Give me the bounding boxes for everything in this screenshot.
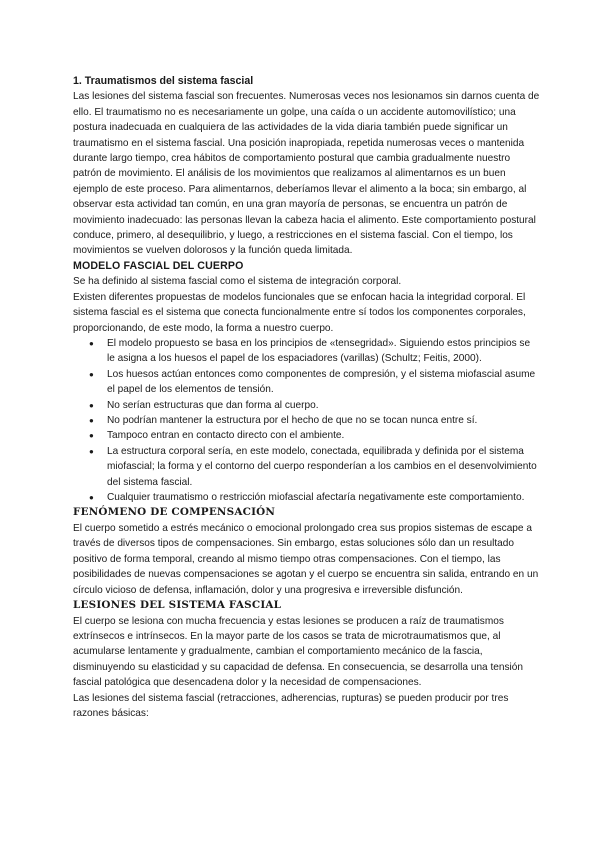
heading-compensacion: FENÓMENO DE COMPENSACIÓN [73, 506, 276, 519]
document-body [73, 74, 540, 721]
bullet-item: ● El modelo propuesto se basa en los principios de «tensegridad». Siguiendo estos principios se le asigna a los huesos el papel de los espaciadores (varillas) (Schultz; Feitis, 2000). [107, 336, 540, 367]
heading-modelo-fascial: MODELO FASCIAL DEL CUERPO [73, 259, 244, 272]
bullet-item: ● Cualquier traumatismo o restricción miofascial afectaría negativamente este comportamiento. [107, 490, 540, 505]
bullet-item: ● Los huesos actúan entonces como componentes de compresión, y el sistema miofascial asume el papel de los elementos de tensión. [107, 367, 540, 398]
paragraph-traumatismos: Las lesiones del sistema fascial son frecuentes. Numerosas veces nos lesionamos sin darnos cuenta de ello. El traumatismo no es necesariamente un golpe, una caída o un accidente automovilístico; una postura inadecuada en cualquiera de las actividades de la vida diaria también puede significar un traumatismo en el sistema fascial. Una posición inapropiada, repetida numerosas veces o mantenida durante largo tiempo, crea hábitos de comportamiento postural que cambia gradualmente nuestro patrón de movimiento. El análisis de los movimientos que realizamos al alimentarnos es un buen ejemplo de este proceso. Para alimentarnos, deberíamos llevar el alimento a la boca; sin embargo, al observar esta actividad tan común, en una gran mayoría de personas, se encuentra un patrón de movimiento inadecuado: las personas llevan la cabeza hacia el alimento. Este comportamiento postural conduce, primero, al desequilibrio, y luego, a restricciones en el sistema fascial. Con el tiempo, los movimientos se vuelven dolorosos y la función queda limitada. [73, 91, 540, 257]
heading-lesiones: LESIONES DEL SISTEMA FASCIAL [73, 599, 282, 611]
bullet-list-modelo [73, 336, 540, 505]
heading-traumatismos: 1. Traumatismos del sistema fascial [73, 75, 254, 87]
bullet-item: ● No serían estructuras que dan forma al cuerpo. [107, 398, 540, 413]
paragraph-lesiones-1: El cuerpo se lesiona con mucha frecuencia y estas lesiones se producen a raíz de traumatismos extrínsecos e intrínsecos. En la mayor parte de los casos se trata de microtraumatismos que, al acumularse lentamente y gradualmente, cambian el comportamiento mecánico de la fascia, disminuyendo su elasticidad y su capacidad de defensa. En consecuencia, se desarrolla una tensión fascial patológica que desencadena dolor y la necesidad de compensaciones. [73, 615, 524, 689]
bullet-item: ● La estructura corporal sería, en este modelo, conectada, equilibrada y definida por el sistema miofascial; la forma y el contorno del cuerpo responderían a los cambios en el desenvolvimiento del sistema fascial. [107, 444, 540, 490]
paragraph-lesiones-2: Las lesiones del sistema fascial (retracciones, adherencias, rupturas) se pueden producir por tres razones básicas: [73, 692, 509, 720]
bullet-item: ● Tampoco entran en contacto directo con el ambiente. [107, 428, 540, 443]
paragraph-modelo-2: Existen diferentes propuestas de modelos funcionales que se enfocan hacia la integridad corporal. El sistema fascial es el sistema que conecta funcionalmente entre sí todos los componentes corporales, proporcionando, de este modo, la forma a nuestro cuerpo. [73, 291, 526, 334]
paragraph-compensacion: El cuerpo sometido a estrés mecánico o emocional prolongado crea sus propios sistemas de escape a través de diversos tipos de compensaciones. Sin embargo, estas soluciones sólo dan un resultado positivo de forma temporal, creando al mismo tiempo otras compensaciones. Con el tiempo, las posibilidades de nuevas compensaciones se agotan y el cuerpo se encuentra sin salida, entrando en un círculo vicioso de defensa, inflamación, dolor y una progresiva e irreversible disfunción. [73, 522, 539, 596]
paragraph-modelo-1: Se ha definido al sistema fascial como el sistema de integración corporal. [73, 276, 402, 288]
bullet-item: ● No podrían mantener la estructura por el hecho de que no se tocan nunca entre sí. [107, 413, 540, 428]
